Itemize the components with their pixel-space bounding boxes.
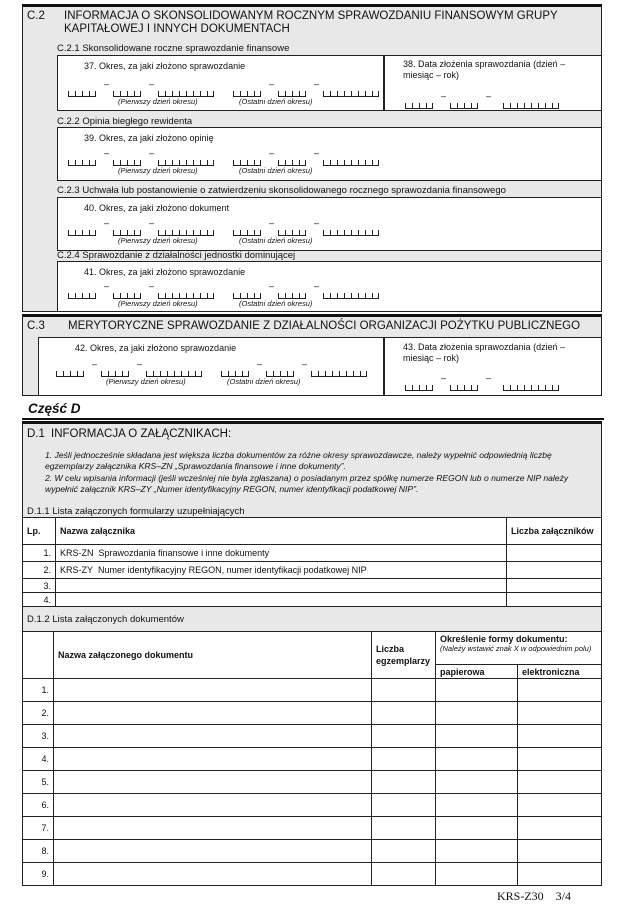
filing-month[interactable] <box>450 103 478 109</box>
form-code: KRS-Z30 <box>497 889 544 903</box>
d12-lp: 2. <box>23 702 54 725</box>
d12-header-form: Określenie formy dokumentu: <box>440 634 568 644</box>
d11-lp: 4. <box>23 593 56 607</box>
caption-first-day: (Pierwszy dzień okresu) <box>118 236 198 245</box>
period-end-year[interactable] <box>311 371 367 377</box>
date-separator: – <box>104 79 110 89</box>
caption-last-day: (Ostatni dzień okresu) <box>239 236 313 245</box>
table-row <box>23 679 602 702</box>
period-start-day[interactable] <box>68 230 96 236</box>
d12-lp: 4. <box>23 748 54 771</box>
caption-first-day: (Pierwszy dzień okresu) <box>118 97 198 106</box>
filing-year[interactable] <box>503 385 559 391</box>
date-separator: – <box>302 359 308 369</box>
table-row <box>23 725 602 748</box>
d11-lp: 3. <box>23 579 56 593</box>
date-separator: – <box>149 79 155 89</box>
d1-note-2: 2. W celu wpisania informacji (jeśli wcześniej nie była zgłaszana) o posiadanym przez spółkę numerze REGON lub o numerze NIP należy wypełnić załącznik KRS–ZY „Numer identyfikacyjny REGON, numer identyfikacji podatkowej NIP”. <box>45 473 569 494</box>
d12-lp: 7. <box>23 817 54 840</box>
date-separator: – <box>269 148 275 158</box>
field-40-label: 40. Okres, za jaki złożono dokument <box>84 203 230 213</box>
footer <box>497 889 571 904</box>
table-row <box>23 840 602 863</box>
d11-lp: 2. <box>23 562 56 579</box>
date-separator: – <box>149 218 155 228</box>
d11-table <box>22 517 602 607</box>
date-separator: – <box>314 148 320 158</box>
period-end-year[interactable] <box>323 230 379 236</box>
date-separator: – <box>486 91 492 101</box>
field-41-label: 41. Okres, za jaki złożono sprawozdanie <box>84 267 246 277</box>
filing-day[interactable] <box>405 103 433 109</box>
d12-lp: 5. <box>23 771 54 794</box>
field-42-label: 42. Okres, za jaki złożono sprawozdanie <box>75 343 237 353</box>
c2-title: INFORMACJA O SKONSOLIDOWANYM ROCZNYM SPRAWOZDANIU FINANSOWYM GRUPY KAPITAŁOWEJ I INNYCH DOKUMENTACH <box>64 10 558 35</box>
date-separator: – <box>257 359 263 369</box>
date-separator: – <box>314 281 320 291</box>
caption-last-day: (Ostatni dzień okresu) <box>239 299 313 308</box>
d12-label: D.1.2 Lista załączonych dokumentów <box>27 614 184 625</box>
d12-header-name: Nazwa załączonego dokumentu <box>54 632 372 679</box>
d11-count-cell[interactable] <box>507 593 602 607</box>
d11-name-cell[interactable] <box>56 579 507 593</box>
date-separator: – <box>92 359 98 369</box>
period-start-day[interactable] <box>68 91 96 97</box>
d12-header-paper: papierowa <box>436 665 518 679</box>
d12-header-electronic: elektroniczna <box>518 665 602 679</box>
c2-4-label: C.2.4 Sprawozdanie z działalności jednostki dominującej <box>57 250 296 261</box>
table-row <box>23 579 602 593</box>
d11-count-cell[interactable] <box>507 562 602 579</box>
caption-last-day: (Ostatni dzień okresu) <box>239 97 313 106</box>
d11-name-cell[interactable] <box>56 593 507 607</box>
table-row <box>23 817 602 840</box>
d12-table <box>22 631 602 886</box>
date-separator: – <box>104 148 110 158</box>
date-separator: – <box>149 281 155 291</box>
part-d-rule <box>22 418 604 420</box>
page-number: 3/4 <box>555 889 572 903</box>
caption-first-day: (Pierwszy dzień okresu) <box>118 166 198 175</box>
caption-last-day: (Ostatni dzień okresu) <box>227 377 301 386</box>
date-separator: – <box>149 148 155 158</box>
d11-lp: 1. <box>23 545 56 562</box>
d12-lp: 6. <box>23 794 54 817</box>
date-separator: – <box>441 91 447 101</box>
table-row <box>23 771 602 794</box>
date-separator: – <box>314 218 320 228</box>
d1-code: D.1 <box>27 428 45 440</box>
filing-month[interactable] <box>450 385 478 391</box>
date-separator: – <box>269 281 275 291</box>
d11-header-name: Nazwa załącznika <box>56 518 507 545</box>
field-38-label: 38. Data złożenia sprawozdania (dzień – miesiąc – rok) <box>403 59 566 80</box>
date-separator: – <box>104 218 110 228</box>
period-start-day[interactable] <box>68 293 96 299</box>
d1-title: INFORMACJA O ZAŁĄCZNIKACH: <box>51 428 232 440</box>
date-separator: – <box>269 218 275 228</box>
field-39-label: 39. Okres, za jaki złożono opinię <box>84 133 214 143</box>
d11-count-cell[interactable] <box>507 579 602 593</box>
c2-1-label: C.2.1 Skonsolidowane roczne sprawozdanie finansowe <box>57 43 290 54</box>
d12-header-form-note: (Należy wstawić znak X w odpowiednim polu) <box>440 644 592 653</box>
d11-name: Numer identyfikacyjny REGON, numer identyfikacji podatkowej NIP <box>98 565 367 575</box>
date-separator: – <box>137 359 143 369</box>
d11-label: D.1.1 Lista załączonych formularzy uzupełniających <box>27 506 245 517</box>
table-row <box>23 593 602 607</box>
d12-lp: 1. <box>23 679 54 702</box>
period-start-day[interactable] <box>56 371 84 377</box>
d1-note-1: 1. Jeśli jednocześnie składana jest większa liczba dokumentów za różne okresy sprawozdawcze, należy wypełnić odpowiednią liczbę egzemplarzy załącznika KRS–ZN „Sprawozdania finansowe i inne dokumenty”. <box>45 450 552 471</box>
table-row <box>23 748 602 771</box>
c3-title: MERYTORYCZNE SPRAWOZDANIE Z DZIAŁALNOŚCI ORGANIZACJI POŻYTKU PUBLICZNEGO <box>68 320 581 332</box>
d12-lp: 9. <box>23 863 54 886</box>
period-end-year[interactable] <box>323 293 379 299</box>
d11-name: Sprawozdania finansowe i inne dokumenty <box>98 548 270 558</box>
date-separator: – <box>441 373 447 383</box>
d11-code: KRS-ZY <box>60 565 94 575</box>
table-row <box>23 794 602 817</box>
table-row <box>23 545 602 562</box>
c2-code: C.2 <box>27 10 45 22</box>
caption-first-day: (Pierwszy dzień okresu) <box>106 377 186 386</box>
d11-code: KRS-ZN <box>60 548 94 558</box>
caption-last-day: (Ostatni dzień okresu) <box>239 166 313 175</box>
date-separator: – <box>486 373 492 383</box>
filing-day[interactable] <box>405 385 433 391</box>
field-43-label: 43. Data złożenia sprawozdania (dzień – miesiąc – rok) <box>403 342 566 363</box>
d11-count-cell[interactable] <box>507 545 602 562</box>
date-separator: – <box>314 79 320 89</box>
d11-header-count: Liczba załączników <box>507 518 602 545</box>
date-separator: – <box>104 281 110 291</box>
period-start-day[interactable] <box>68 160 96 166</box>
d12-lp: 3. <box>23 725 54 748</box>
table-row <box>23 863 602 886</box>
period-end-year[interactable] <box>323 160 379 166</box>
d11-header-lp: Lp. <box>23 518 56 545</box>
d12-header-count: Liczba egzemplarzy <box>372 632 436 679</box>
period-end-year[interactable] <box>323 91 379 97</box>
filing-year[interactable] <box>503 103 559 109</box>
c2-3-label: C.2.3 Uchwała lub postanowienie o zatwierdzeniu skonsolidowanego rocznego sprawozdania finansowego <box>57 185 506 196</box>
c3-code: C.3 <box>27 320 45 332</box>
date-separator: – <box>269 79 275 89</box>
caption-first-day: (Pierwszy dzień okresu) <box>118 299 198 308</box>
c2-2-label: C.2.2 Opinia biegłego rewidenta <box>57 116 193 127</box>
d12-lp: 8. <box>23 840 54 863</box>
table-row <box>23 562 602 579</box>
field-37-label: 37. Okres, za jaki złożono sprawozdanie <box>84 61 246 71</box>
table-row <box>23 702 602 725</box>
part-d-title: Część D <box>28 401 81 416</box>
